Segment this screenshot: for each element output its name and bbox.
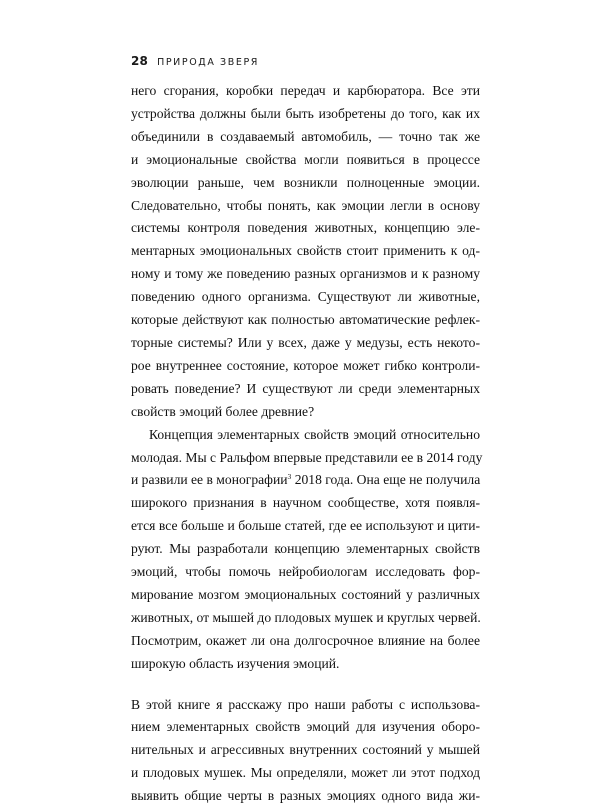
page-number: 28	[131, 54, 149, 68]
text-line: объединили в создаваемый автомобиль, — точно так же	[131, 128, 480, 144]
section-title: ПРИРОДА ЗВЕРЯ	[157, 57, 259, 68]
body-text	[131, 80, 483, 808]
text-line: устройства должны были быть изобретены до того, как их	[131, 105, 480, 121]
text-line: широкого признания в научном сообществе, хотя появля-	[131, 495, 480, 511]
text-fragment: и развили ее в монографии	[131, 472, 288, 488]
text-line: ровать поведение? И существуют ли среди элементарных	[131, 380, 480, 396]
text-line: рое внутреннее состояние, которое может гибко контроли-	[131, 357, 480, 373]
text-line: торные системы? Или у всех, даже у медузы, есть некото-	[131, 334, 480, 350]
text-line: животных, от мышей до плодовых мушек и круглых червей.	[131, 609, 481, 625]
text-line: которые действуют как полностью автоматические рефлек-	[131, 312, 480, 328]
text-line: выявить общие черты в разных эмоциях одного вида жи-	[131, 788, 480, 804]
text-line: широкую область изучения эмоций.	[131, 655, 340, 671]
text-line: Посмотрим, окажет ли она долгосрочное влияние на более	[131, 632, 480, 648]
text-line-with-footnote	[131, 469, 480, 492]
text-line: него сгорания, коробки передач и карбюратора. Все эти	[131, 83, 480, 98]
paragraph	[131, 424, 483, 676]
text-line: и эмоциональные свойства могли появиться в процессе	[131, 151, 480, 167]
paragraph	[131, 694, 480, 808]
text-line: поведению одного организма. Существуют ли животные,	[131, 289, 480, 305]
text-line: ется все больше и больше статей, где ее используют и цити-	[131, 518, 480, 534]
footnote-reference[interactable]: 3	[287, 472, 292, 482]
text-line: системы контроля поведения животных, концепцию эле-	[131, 220, 480, 236]
running-head	[131, 54, 259, 70]
text-fragment: 2018 года. Она еще не получила	[291, 472, 481, 488]
text-line: эмоций, чтобы помочь нейробиологам исследовать фор-	[131, 564, 480, 580]
text-line: ментарных эмоциональных свойств стоит применить к од-	[131, 243, 480, 259]
text-line: и плодовых мушек. Мы определяли, может ли этот подход	[131, 765, 480, 781]
text-line: Следовательно, чтобы понять, как эмоции легли в основу	[131, 197, 480, 213]
text-line: эволюции раньше, чем возникли полноценные эмоции.	[131, 174, 480, 190]
text-line: нием элементарных свойств эмоций для изучения оборо-	[131, 719, 480, 735]
text-line: мирование мозгом эмоциональных состояний у различных	[131, 586, 480, 602]
paragraph	[131, 80, 480, 424]
text-line: Концепция элементарных свойств эмоций относительно	[149, 426, 480, 442]
text-line: молодая. Мы с Ральфом впервые представили ее в 2014 году	[131, 449, 483, 465]
section-break	[131, 676, 480, 694]
text-line: ному и тому же поведению разных организмов и к разному	[131, 266, 480, 282]
text-line: руют. Мы разработали концепцию элементарных свойств	[131, 541, 480, 557]
text-line: нительных и агрессивных внутренних состояний у мышей	[131, 742, 480, 758]
text-line: свойств эмоций более древние?	[131, 403, 315, 419]
text-line: В этой книге я расскажу про наши работы с использова-	[131, 696, 480, 712]
